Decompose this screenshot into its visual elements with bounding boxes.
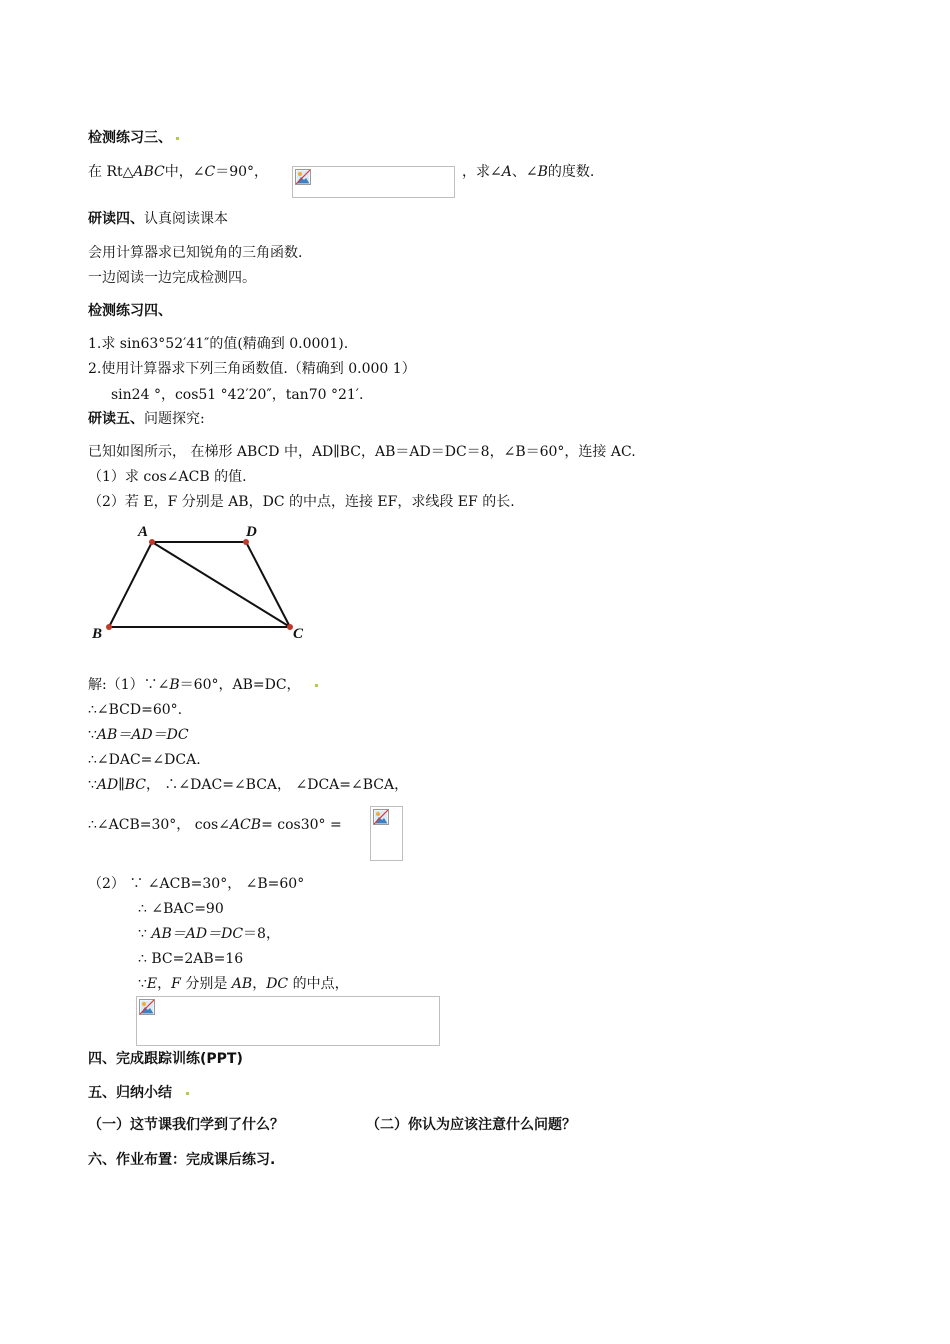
broken-image-icon [295, 169, 311, 185]
label-c: C [293, 626, 304, 642]
marker-dot [176, 137, 179, 140]
trapezoid-figure [88, 518, 318, 646]
practice-3-question-end: ，求∠A、∠B的度数. [462, 164, 595, 180]
solution-line-3: ∵AB＝AD＝DC [88, 727, 189, 743]
solution-line-4: ∴∠DAC=∠DCA. [88, 752, 201, 768]
section-heading-practice-4: 检测练习四、 [88, 303, 172, 319]
section-heading-tracking-practice: 四、完成跟踪训练(PPT) [88, 1051, 243, 1067]
study-4-line-2: 一边阅读一边完成检测四。 [88, 270, 256, 286]
practice-3-question: 在 Rt△ABC中，∠C＝90°， [88, 164, 269, 180]
solution-line-1: 解:（1）∵∠B＝60°，AB=DC， [88, 675, 318, 695]
practice-4-question-2: 2.使用计算器求下列三角函数值.（精确到 0.000 1） [88, 361, 416, 377]
section-heading-summary: 五、归纳小结 [88, 1083, 189, 1103]
summary-question-1: （一）这节课我们学到了什么？ [88, 1117, 284, 1133]
point-b [106, 624, 112, 630]
practice-4-question-2-items: sin24 °，cos51 °42′20″，tan70 °21′. [111, 387, 364, 403]
practice-4-question-1: 1.求 sin63°52′41″的值(精确到 0.0001). [88, 336, 349, 352]
solution-part-2-line-2: ∴ ∠BAC=90 [138, 901, 224, 917]
solution-part-2-line-4: ∴ BC=2AB=16 [138, 951, 244, 967]
study-4-line-1: 会用计算器求已知锐角的三角函数. [88, 245, 303, 261]
broken-image-icon [373, 809, 389, 825]
solution-line-5: ∵AD∥BC， ∴∠DAC=∠BCA， ∠DCA=∠BCA， [88, 777, 409, 793]
broken-image-placeholder [370, 806, 403, 861]
section-heading-homework: 六、作业布置：完成课后练习. [88, 1152, 276, 1168]
label-d: D [246, 524, 257, 540]
broken-image-placeholder [136, 996, 440, 1046]
broken-image-placeholder [292, 166, 455, 198]
section-heading-study-5: 研读五、问题探究: [88, 411, 205, 427]
section-heading-practice-3: 检测练习三、 [88, 128, 179, 148]
solution-part-2-line-3: ∵ AB＝AD＝DC＝8， [138, 926, 280, 942]
problem-part-1: （1）求 cos∠ACB 的值. [88, 469, 247, 485]
segment-ac [152, 542, 290, 627]
summary-question-2: （二）你认为应该注意什么问题？ [366, 1117, 576, 1133]
marker-dot [186, 1092, 189, 1095]
broken-image-icon [139, 999, 155, 1015]
section-heading-study-4: 研读四、认真阅读课本 [88, 211, 228, 227]
solution-part-2-line-5: ∵E，F 分别是 AB，DC 的中点， [138, 976, 349, 992]
segment-ab [109, 542, 152, 627]
point-a [149, 539, 155, 545]
solution-line-2: ∴∠BCD=60°. [88, 702, 183, 718]
problem-statement: 已知如图所示， 在梯形 ABCD 中，AD∥BC，AB＝AD＝DC＝8，∠B＝60°，连接 AC. [88, 444, 636, 460]
problem-part-2: （2）若 E，F 分别是 AB，DC 的中点，连接 EF，求线段 EF 的长. [88, 494, 515, 510]
marker-dot [315, 684, 318, 687]
label-a: A [138, 524, 149, 540]
solution-part-2-line-1: （2） ∵ ∠ACB=30°， ∠B=60° [88, 876, 305, 892]
solution-line-6: ∴∠ACB=30°， cos∠ACB= cos30° = [88, 817, 342, 833]
label-b: B [92, 626, 103, 642]
